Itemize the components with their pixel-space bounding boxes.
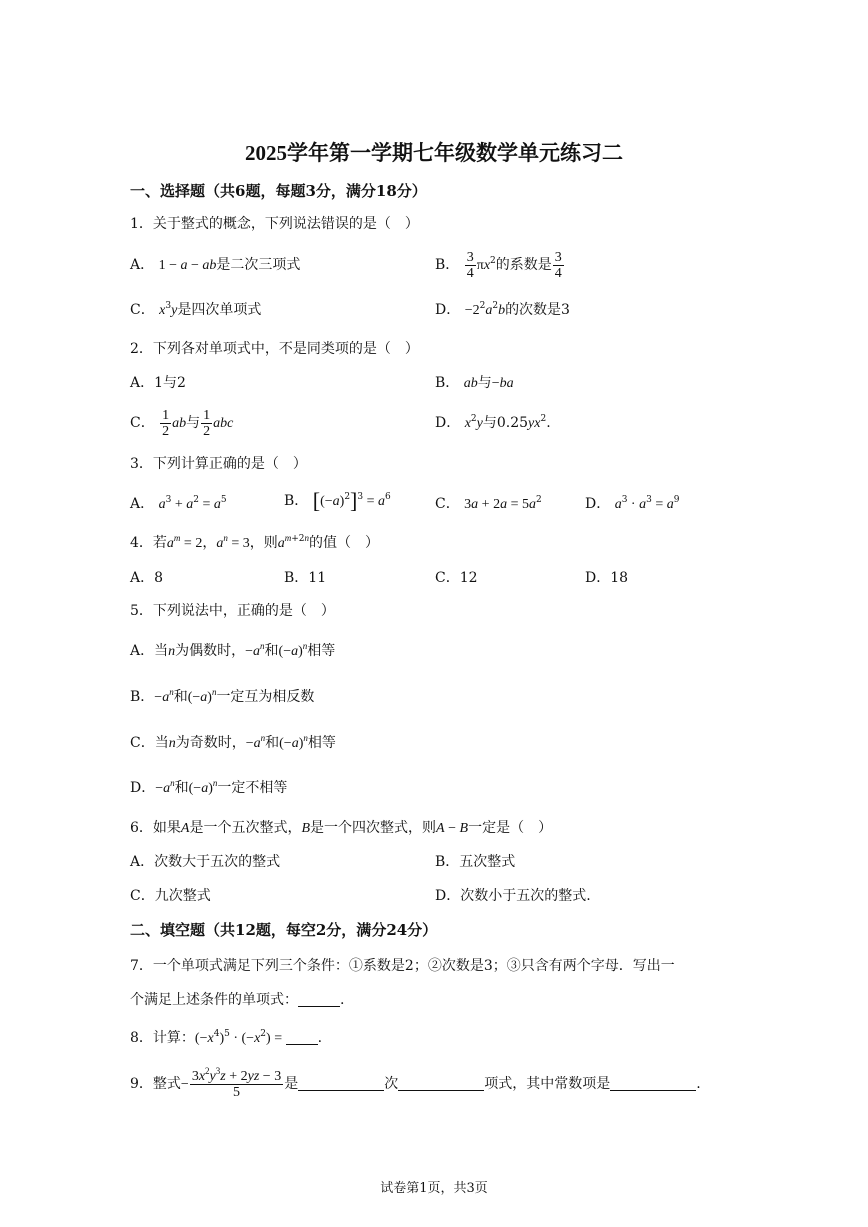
period: .	[317, 1030, 323, 1046]
q5-option-a: A．当n为偶数时，$-a^n$和$(-a)^n$相等	[130, 641, 336, 659]
q3-option-b: B． $[(-a)^2]^3 = a^6$	[284, 488, 391, 513]
page-footer: 试卷第1页，共3页	[380, 1181, 488, 1196]
option-label: D．	[435, 415, 461, 431]
q5-option-d: D．$-a^n$和$(-a)^n$一定不相等	[130, 778, 288, 796]
q3-option-a: A． $a^3 + a^2 = a^5$	[130, 495, 227, 512]
stem-text: 6．如果	[130, 820, 181, 836]
q6-option-d: D．次数小于五次的整式.	[435, 888, 591, 904]
q2-option-c: C． $\frac{1}{2}$ ab与 $\frac{1}{2}$ abc	[130, 407, 234, 439]
answer-blank-1	[298, 1076, 384, 1091]
stem-text: 9．整式	[130, 1076, 181, 1092]
option-label: B．	[284, 493, 309, 509]
answer-blank-2	[398, 1076, 484, 1091]
stem-text: 8．计算：	[130, 1030, 195, 1046]
period: .	[696, 1076, 701, 1092]
option-text: 相等	[307, 735, 336, 751]
option-text: 相等	[307, 643, 336, 659]
answer-blank	[286, 1030, 318, 1045]
question-5-stem: 5．下列说法中，正确的是（ ）	[130, 603, 335, 619]
q4-option-b: B．11	[284, 570, 327, 586]
q6-option-a: A．次数大于五次的整式	[130, 854, 281, 870]
question-3-stem: 3．下列计算正确的是（ ）	[130, 456, 307, 472]
stem-text: ，则	[249, 535, 278, 551]
connector-text: 与	[477, 375, 492, 391]
q1-option-b: B． $\frac{3}{4}$ $\pi x^2$的系数是 $\frac{3}{4}$	[435, 249, 562, 281]
q2-option-b: B． ab与−ba	[435, 375, 514, 391]
q1-option-d: D． $-2^2a^2b$的次数是3	[435, 301, 570, 318]
option-label: D．	[130, 780, 156, 796]
option-text: 和	[265, 735, 280, 751]
stem-text: 的值（ ）	[309, 535, 380, 551]
q3-option-c: C． $3a + 2a = 5a^2$	[435, 495, 542, 512]
q6-option-c: C．九次整式	[130, 888, 211, 904]
option-label: D．	[435, 302, 461, 318]
stem-text: 4．若	[130, 535, 167, 551]
q4-option-a: A．8	[130, 570, 164, 586]
stem-text: 是	[284, 1076, 299, 1092]
option-label: C．	[130, 415, 155, 431]
period: .	[340, 992, 345, 1008]
option-label: A．	[130, 496, 155, 512]
q6-option-b: B．五次整式	[435, 854, 516, 870]
option-label: C．	[435, 496, 460, 512]
option-text: 是四次单项式	[177, 302, 262, 318]
question-4-stem: 4．若$a^m = 2$，$a^n = 3$，则$a^{m+2n}$的值（ ）	[130, 533, 380, 551]
option-text: 一定不相等	[217, 780, 288, 796]
section-heading-choice: 一、选择题（共6题，每题3分，满分18分）	[130, 182, 427, 200]
stem-text: 项式，其中常数项是	[484, 1076, 611, 1092]
option-text: C．当	[130, 735, 169, 751]
connector-text: 与	[186, 415, 201, 431]
stem-text: 个满足上述条件的单项式：	[130, 992, 298, 1008]
question-6-stem: 6．如果A是一个五次整式，B是一个四次整式，则A − B一定是（ ）	[130, 820, 553, 836]
stem-text: 次	[384, 1076, 399, 1092]
stem-text: 一定是（ ）	[468, 820, 553, 836]
connector-text: 与0.25	[482, 415, 529, 431]
stem-text: ，	[202, 535, 217, 551]
option-text: A．当	[130, 643, 169, 659]
stem-text: 是一个五次整式，	[189, 820, 302, 836]
expression-fraction: $\frac{3x^2y^3z + 2yz - 3}{5}$	[191, 1065, 282, 1100]
q5-option-b: B．$-a^n$和$(-a)^n$一定互为相反数	[130, 687, 315, 705]
question-2-stem: 2．下列各对单项式中，不是同类项的是（ ）	[130, 341, 419, 357]
option-text: 和	[174, 780, 189, 796]
question-7-line1: 7．一个单项式满足下列三个条件：①系数是2；②次数是3；③只含有两个字母．写出一	[130, 958, 675, 974]
q1-option-a: A． 1 − a − ab是二次三项式	[130, 257, 301, 273]
q1-option-c: C． $x^3y$是四次单项式	[130, 301, 262, 318]
option-label: C．	[130, 302, 155, 318]
option-label: B．	[435, 257, 460, 273]
answer-blank	[298, 992, 340, 1007]
stem-text: 是一个四次整式，则	[310, 820, 437, 836]
option-label: B．	[130, 689, 155, 705]
option-text: 和	[264, 643, 279, 659]
option-label: B．	[435, 375, 460, 391]
option-text: 的系数是	[495, 257, 552, 273]
q2-option-a: A．1与2	[130, 375, 186, 391]
answer-blank-3	[610, 1076, 696, 1091]
question-9: 9．整式− $\frac{3x^2y^3z + 2yz - 3}{5}$ 是 次 项式，其中常数项是 .	[130, 1065, 701, 1100]
option-label: D．	[585, 496, 611, 512]
option-text: 为奇数时，	[175, 735, 246, 751]
question-1-stem: 1．关于整式的概念，下列说法错误的是（ ）	[130, 216, 419, 232]
option-label: A．	[130, 257, 155, 273]
page-title: 2025学年第一学期七年级数学单元练习二	[245, 141, 623, 165]
q4-option-c: C．12	[435, 570, 478, 586]
question-7-line2	[130, 990, 344, 1010]
question-8: 8．计算：$(-x^4)^5 \cdot (-x^2)$ = .	[130, 1029, 323, 1046]
q2-option-d: D． $x^2y$与$0.25yx^2$.	[435, 414, 551, 431]
q5-option-c: C．当n为奇数时，$-a^n$和$(-a)^n$相等	[130, 733, 336, 751]
option-text: 和	[173, 689, 188, 705]
q3-option-d: D． $a^3 \cdot a^3 = a^9$	[585, 495, 680, 512]
option-text: 一定互为相反数	[216, 689, 315, 705]
section-heading-fill: 二、填空题（共12题，每空2分，满分24分）	[130, 921, 438, 939]
period: .	[546, 415, 551, 431]
q4-option-d: D．18	[585, 570, 629, 586]
option-text: 是二次三项式	[216, 257, 301, 273]
option-text: 的次数是3	[505, 302, 570, 318]
option-text: 为偶数时，	[175, 643, 246, 659]
